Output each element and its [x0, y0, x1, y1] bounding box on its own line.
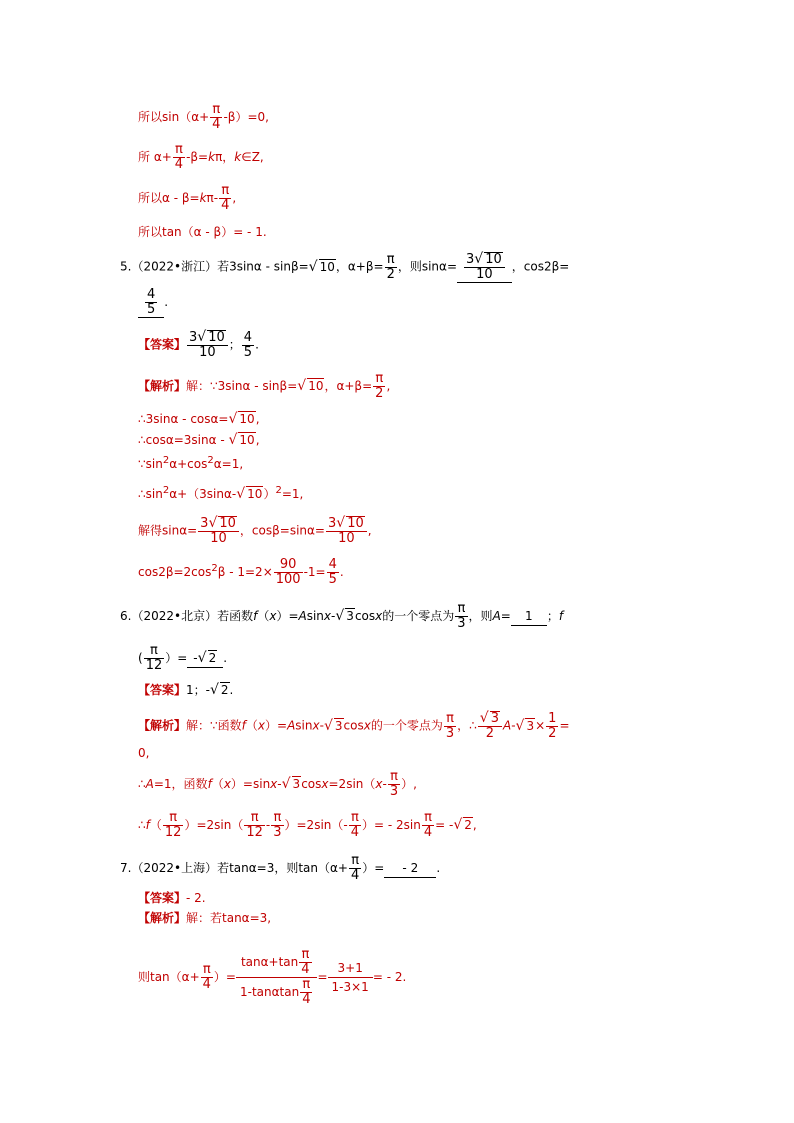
- q6-step-0: 0,: [138, 746, 150, 760]
- q6-step-1: ∴A=1，函数f（x）=sinx-√ 3cosx=2sin（x- $\frac{\pi}{3}$ ）,: [138, 770, 417, 799]
- line-4: 所以tan（α - β）= - 1.: [138, 225, 267, 239]
- q5-step-4: $\therefore\sin^2\alpha+(3\sin\alpha-√$ 10）$^2$=1,: [138, 482, 303, 503]
- q5-step-6: $\cos 2\beta=2\cos^2\beta - 1=2\times$ $\frac{90}{100}$ -1= $\frac{4}{5}$ .: [138, 557, 344, 587]
- q6-answer: 【答案】1；-√ 2.: [138, 681, 233, 699]
- q7-step-1: 则tan（α+ $\frac{\pi}{4}$ ）= tanα+tan $\frac{\pi}{4}$ 1-tanαtan $\frac{\pi}{4}$ = $\frac{3+1}{1-3\times 1}$ = - 2.: [138, 947, 407, 1007]
- q5-step-3: $\because\sin^2\alpha+\cos^2\alpha=1$,: [138, 455, 244, 471]
- q6-analysis: 【解析】解：∵函数f（x）=Asinx-√ 3cosx的一个零点为 $\frac{\pi}{3}$ ，∴ √ $\frac{3}{2}$ A-√ 3× $\frac{1}{2}$ =: [138, 711, 570, 741]
- q5-analysis: 【解析】解：∵3sinα - sinβ=√ 10，α+β= $\frac{\pi}{2}$ ,: [138, 372, 390, 401]
- q6-cont: ( $\frac{\pi}{12}$ ）= -√ 2 .: [138, 644, 227, 673]
- line-3: 所以α - β=kπ- $\frac{\pi}{4}$ ,: [138, 183, 237, 213]
- line-2: 所 α+ $\frac{\pi}{4}$ -β=kπ，k∈Z,: [138, 142, 264, 172]
- q5-stem: 5.（2022•浙江）若3sinα - sinβ=√ 10，α+β= $\frac{\pi}{2}$ ，则sinα= $\frac{3√ 10}{10}$ ，cos2β=: [120, 252, 569, 283]
- q5-step-5: 解得sinα= $\frac{3√ 10}{10}$ ，cosβ=sinα= $\frac{3√ 10}{10}$ ,: [138, 516, 372, 546]
- q5-answer: 【答案】 $\frac{3√ 10}{10}$ ； $\frac{4}{5}$ .: [138, 330, 259, 360]
- q7-stem: 7.（2022•上海）若tanα=3，则tan（α+ $\frac{\pi}{4}$ ）= - 2 .: [120, 853, 441, 883]
- q7-analysis: 【解析】解：若tanα=3,: [138, 911, 272, 925]
- q5-step-2: ∴cosα=3sinα - √ 10,: [138, 431, 260, 449]
- q5-blank2: $\frac{4}{5}$ .: [138, 288, 168, 318]
- q6-step-2: ∴f（ $\frac{\pi}{12}$ ）=2sin（ $\frac{\pi}{12}$ - $\frac{\pi}{3}$ ）=2sin（- $\frac{\pi}{4}$ ）= - 2sin $\frac{\pi}{4}$ = -√ 2,: [138, 811, 477, 840]
- q6-stem: 6.（2022•北京）若函数f（x）=Asinx-√ 3cosx的一个零点为 $\frac{\pi}{3}$ ，则A= 1 ；f: [120, 602, 563, 631]
- q7-answer: 【答案】- 2.: [138, 891, 206, 905]
- line-1: 所以sin（α+ $\frac{\pi}{4}$ -β）=0,: [138, 102, 269, 132]
- q5-step-1: ∴3sinα - cosα=√ 10,: [138, 410, 260, 428]
